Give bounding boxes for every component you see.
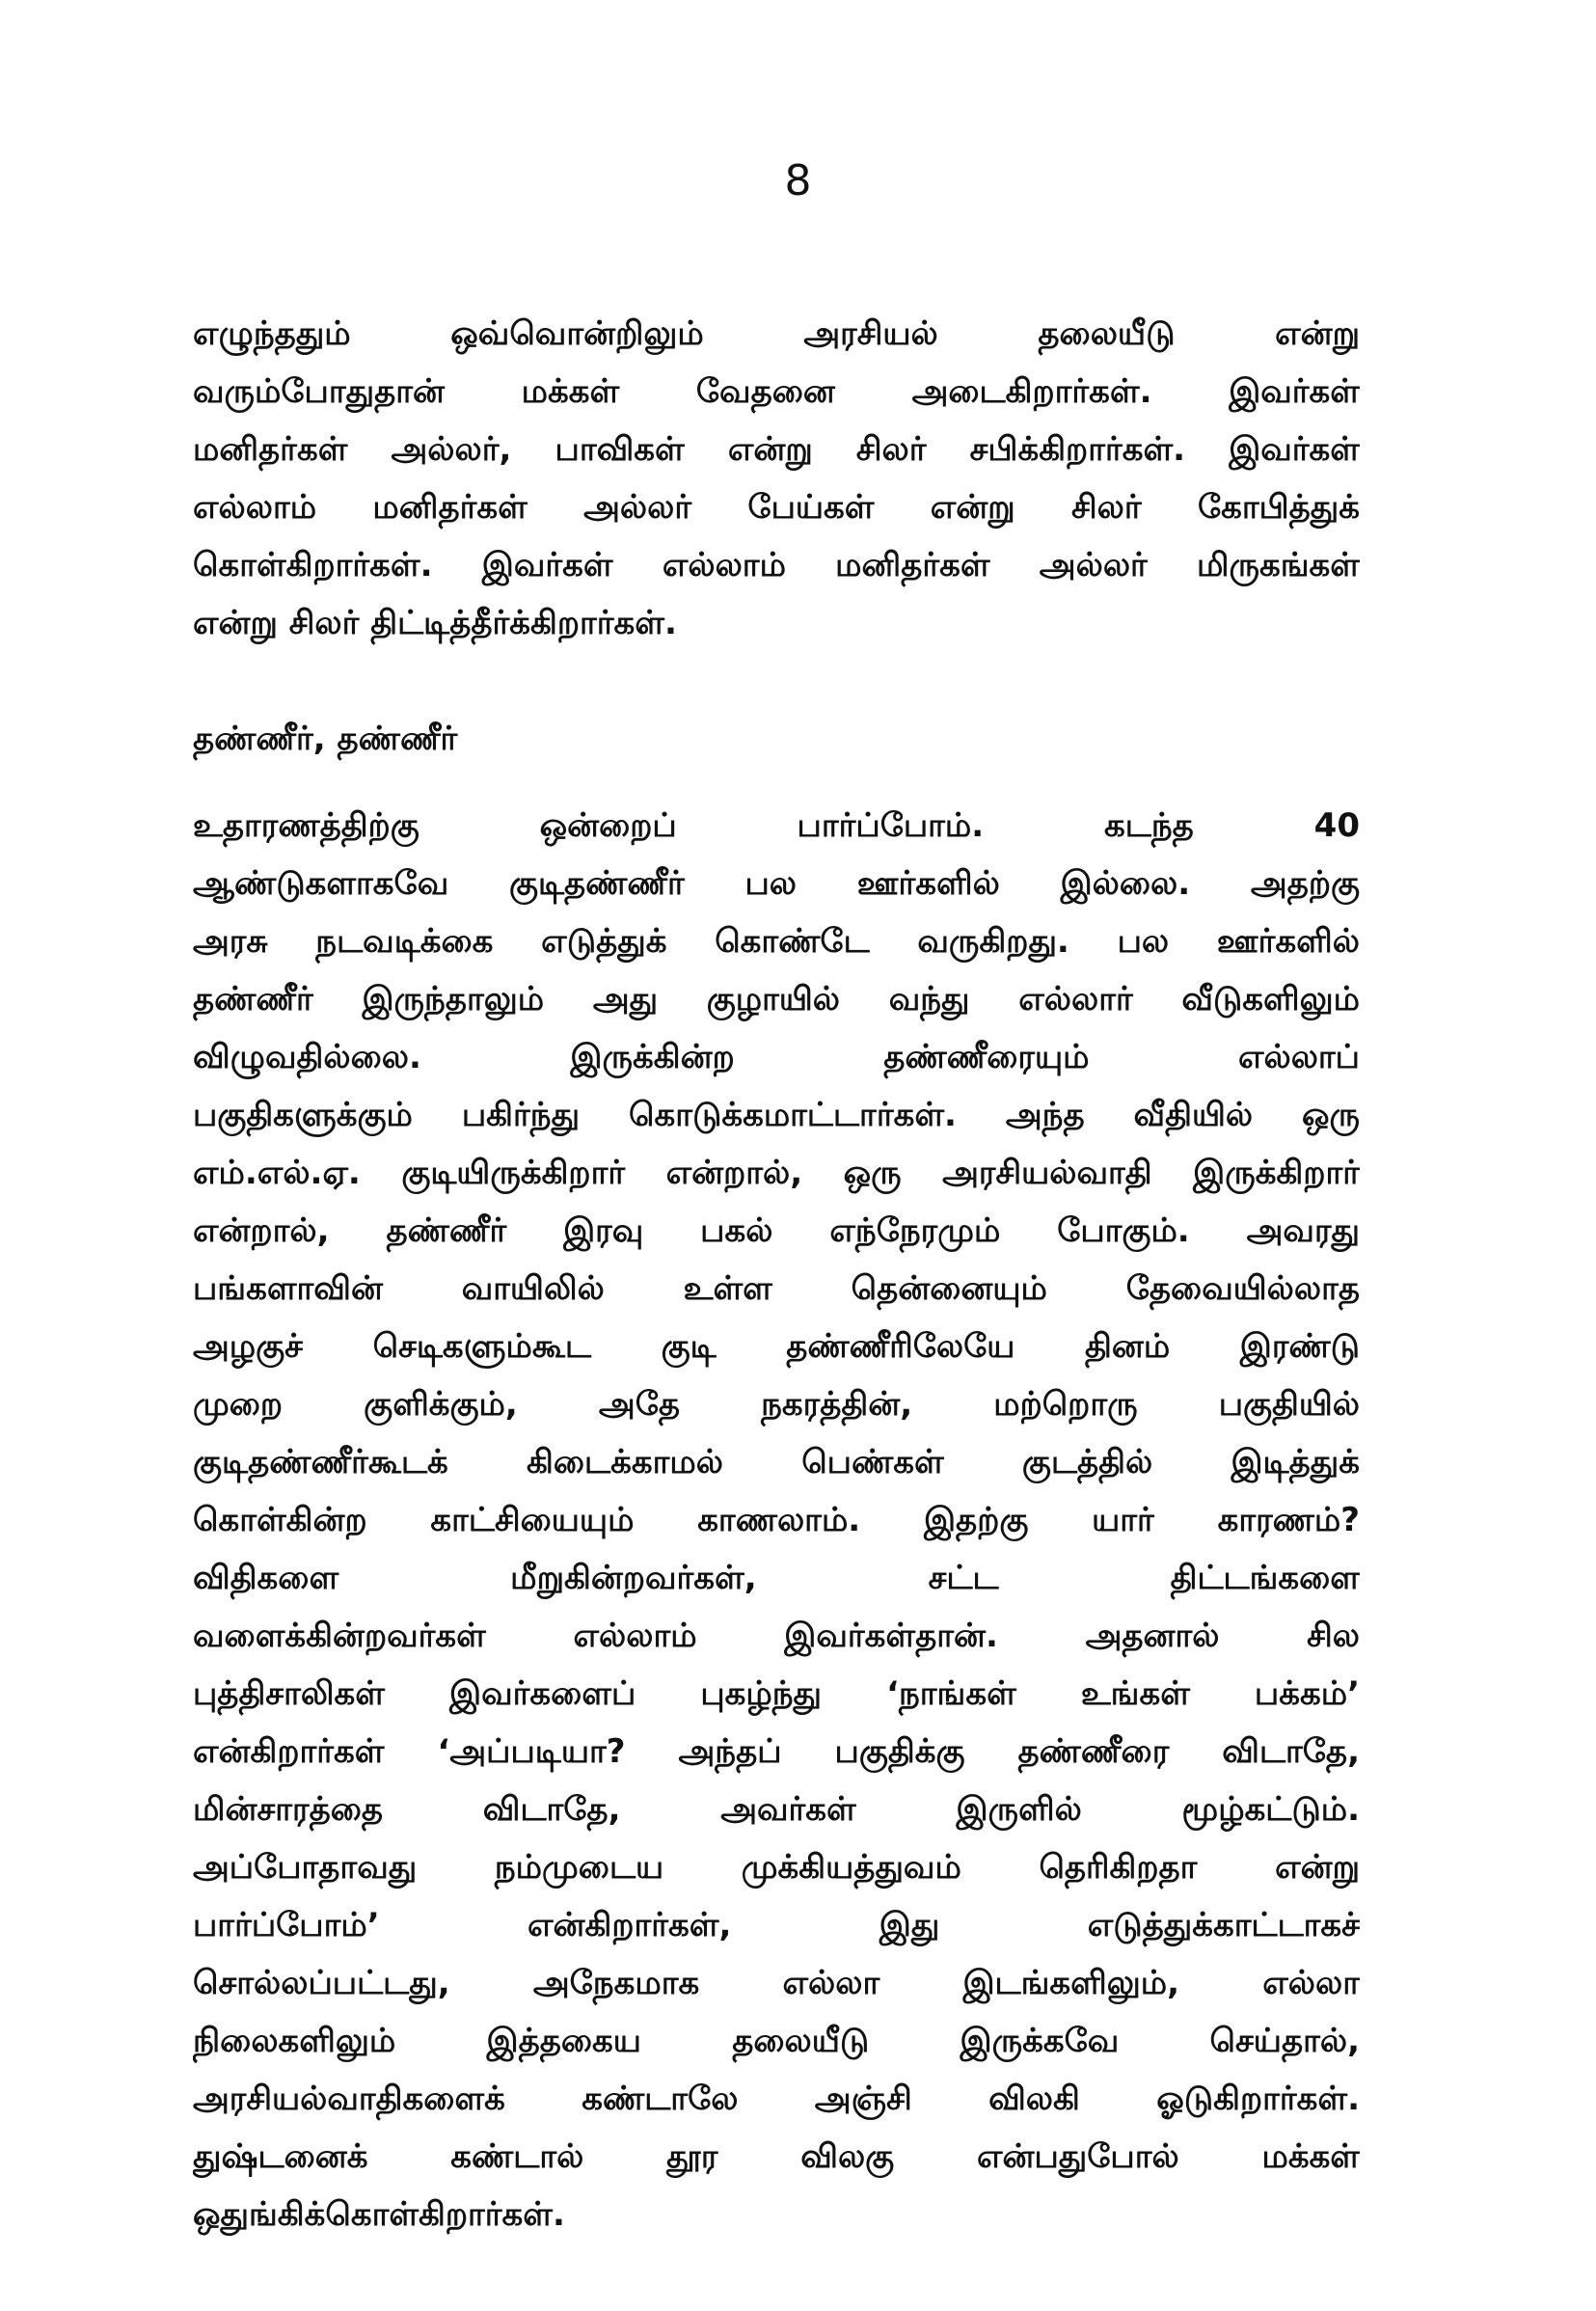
paragraph-line: தண்ணீர் இருந்தாலும் அது குழாயில் வந்து எல்லார் வீடுகளிலும் bbox=[193, 980, 1360, 1019]
paragraph-line: முறை குளிக்கும், அதே நகரத்தின், மற்றொரு பகுதியில் bbox=[193, 1385, 1360, 1424]
paragraph-1 bbox=[193, 305, 1360, 652]
paragraph-line: கொள்கிறார்கள். இவர்கள் எல்லாம் மனிதர்கள் அல்லர் மிருகங்கள் bbox=[193, 546, 1360, 585]
page-body bbox=[193, 305, 1360, 2243]
paragraph-line: எழுந்ததும் ஒவ்வொன்றிலும் அரசியல் தலையீடு என்று bbox=[193, 314, 1360, 353]
paragraph-line: சொல்லப்பட்டது, அநேகமாக எல்லா இடங்களிலும், எல்லா bbox=[193, 1964, 1360, 2002]
paragraph-line: ஆண்டுகளாகவே குடிதண்ணீர் பல ஊர்களில் இல்லை. அதற்கு bbox=[193, 864, 1360, 903]
page-number: 8 bbox=[784, 156, 812, 205]
paragraph-line: நிலைகளிலும் இத்தகைய தலையீடு இருக்கவே செய்தால், bbox=[193, 2022, 1360, 2060]
paragraph-2 bbox=[193, 797, 1360, 2243]
paragraph-line: பங்களாவின் வாயிலில் உள்ள தென்னையும் தேவையில்லாத bbox=[193, 1269, 1360, 1308]
paragraph-line: அழகுச் செடிகளும்கூட குடி தண்ணீரிலேயே தினம் இரண்டு bbox=[193, 1327, 1360, 1366]
paragraph-line: என்கிறார்கள் ‘அப்படியா? அந்தப் பகுதிக்கு தண்ணீரை விடாதே, bbox=[193, 1732, 1360, 1771]
paragraph-line: ஒதுங்கிக்கொள்கிறார்கள். bbox=[193, 2195, 565, 2234]
paragraph-line: வரும்போதுதான் மக்கள் வேதனை அடைகிறார்கள். இவர்கள் bbox=[193, 372, 1360, 411]
paragraph-line: பார்ப்போம்’ என்கிறார்கள், இது எடுத்துக்காட்டாகச் bbox=[193, 1906, 1360, 1944]
paragraph-line: மனிதர்கள் அல்லர், பாவிகள் என்று சிலர் சபிக்கிறார்கள். இவர்கள் bbox=[193, 430, 1360, 469]
paragraph-line: என்று சிலர் திட்டித்தீர்க்கிறார்கள். bbox=[193, 604, 677, 642]
paragraph-line: விழுவதில்லை. இருக்கின்ற தண்ணீரையும் எல்லாப் bbox=[193, 1038, 1360, 1076]
paragraph-line: உதாரணத்திற்கு ஒன்றைப் பார்ப்போம். கடந்த 40 bbox=[193, 806, 1360, 845]
paragraph-line: புத்திசாலிகள் இவர்களைப் புகழ்ந்து ‘நாங்கள் உங்கள் பக்கம்’ bbox=[193, 1674, 1360, 1713]
paragraph-line: எம்.எல்.ஏ. குடியிருக்கிறார் என்றால், ஒரு அரசியல்வாதி இருக்கிறார் bbox=[193, 1154, 1360, 1192]
paragraph-line: மின்சாரத்தை விடாதே, அவர்கள் இருளில் மூழ்கட்டும். bbox=[193, 1790, 1360, 1829]
paragraph-line: பகுதிகளுக்கும் பகிர்ந்து கொடுக்கமாட்டார்கள். அந்த வீதியில் ஒரு bbox=[193, 1096, 1360, 1134]
paragraph-line: அரசு நடவடிக்கை எடுத்துக் கொண்டே வருகிறது. பல ஊர்களில் bbox=[193, 922, 1360, 961]
paragraph-line: கொள்கின்ற காட்சியையும் காணலாம். இதற்கு யார் காரணம்? bbox=[193, 1501, 1360, 1539]
section-heading: தண்ணீர், தண்ணீர் bbox=[193, 720, 458, 758]
paragraph-line: குடிதண்ணீர்கூடக் கிடைக்காமல் பெண்கள் குடத்தில் இடித்துக் bbox=[193, 1443, 1360, 1482]
paragraph-line: என்றால், தண்ணீர் இரவு பகல் எந்நேரமும் போகும். அவரது bbox=[193, 1211, 1360, 1250]
paragraph-line: அப்போதாவது நம்முடைய முக்கியத்துவம் தெரிகிறதா என்று bbox=[193, 1848, 1360, 1887]
paragraph-line: எல்லாம் மனிதர்கள் அல்லர் பேய்கள் என்று சிலர் கோபித்துக் bbox=[193, 488, 1360, 527]
paragraph-line: விதிகளை மீறுகின்றவர்கள், சட்ட திட்டங்களை bbox=[193, 1559, 1360, 1597]
paragraph-line: துஷ்டனைக் கண்டால் தூர விலகு என்பதுபோல் மக்கள் bbox=[193, 2137, 1360, 2176]
paragraph-line: அரசியல்வாதிகளைக் கண்டாலே அஞ்சி விலகி ஓடுகிறார்கள். bbox=[193, 2080, 1360, 2118]
paragraph-line: வளைக்கின்றவர்கள் எல்லாம் இவர்கள்தான். அதனால் சில bbox=[193, 1617, 1360, 1655]
